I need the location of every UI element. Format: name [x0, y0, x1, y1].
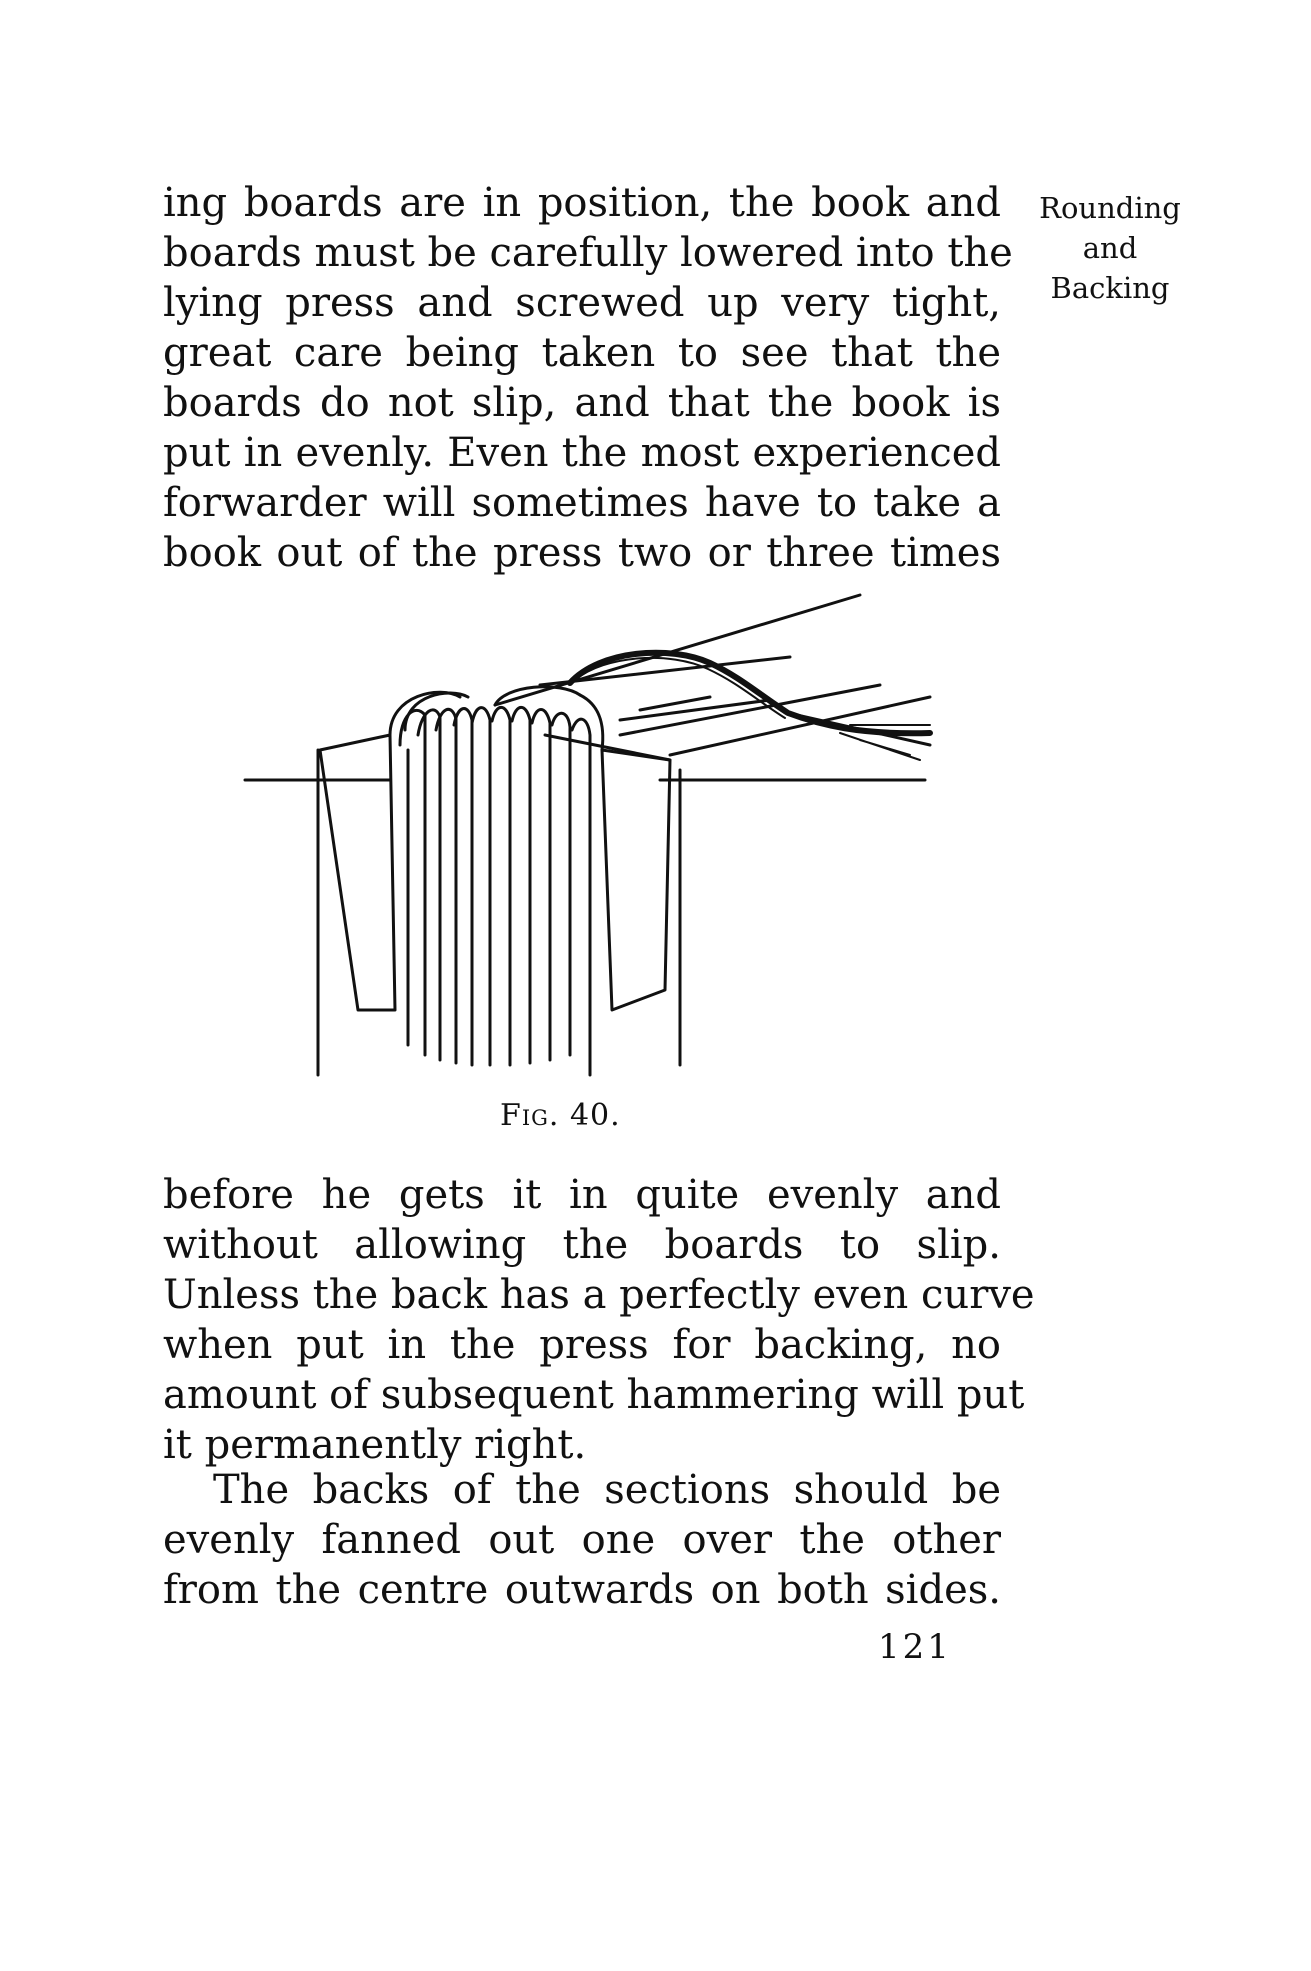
text-line: put in evenly. Even the most experienced [163, 430, 1001, 476]
text-line: great care being taken to see that the [163, 330, 1001, 376]
text-line: from the centre outwards on both sides. [163, 1567, 1001, 1613]
figure-caption: Fig. 40. [500, 1098, 621, 1133]
text-line: ing boards are in position, the book and [163, 180, 1001, 226]
margin-heading-line: and [1082, 231, 1138, 265]
text-line: forwarder will sometimes have to take a [163, 480, 1001, 526]
margin-heading-line: Rounding [1039, 191, 1181, 225]
text-line: boards do not slip, and that the book is [163, 380, 1001, 426]
paragraph-3 [163, 1465, 1001, 1615]
text-line: boards must be carefully lowered into the [163, 230, 1013, 276]
text-line: without allowing the boards to slip. [163, 1222, 1001, 1268]
text-line: The backs of the sections should be [213, 1467, 1001, 1513]
margin-heading [1035, 188, 1185, 308]
text-line: before he gets it in quite evenly and [163, 1172, 1001, 1218]
text-line: lying press and screwed up very tight, [163, 280, 1001, 326]
paragraph-1 [163, 178, 1013, 578]
margin-heading-line: Backing [1050, 271, 1170, 305]
text-line: amount of subsequent hammering will put [163, 1372, 1025, 1418]
book-in-press-illustration [240, 585, 940, 1085]
text-line: book out of the press two or three times [163, 530, 1001, 576]
text-line: Unless the back has a perfectly even curve [163, 1272, 1035, 1318]
paragraph-2 [163, 1170, 1035, 1470]
text-line: it permanently right. [163, 1422, 587, 1468]
text-line: when put in the press for backing, no [163, 1322, 1001, 1368]
page-number: 121 [878, 1627, 952, 1667]
text-line: evenly fanned out one over the other [163, 1517, 1001, 1563]
